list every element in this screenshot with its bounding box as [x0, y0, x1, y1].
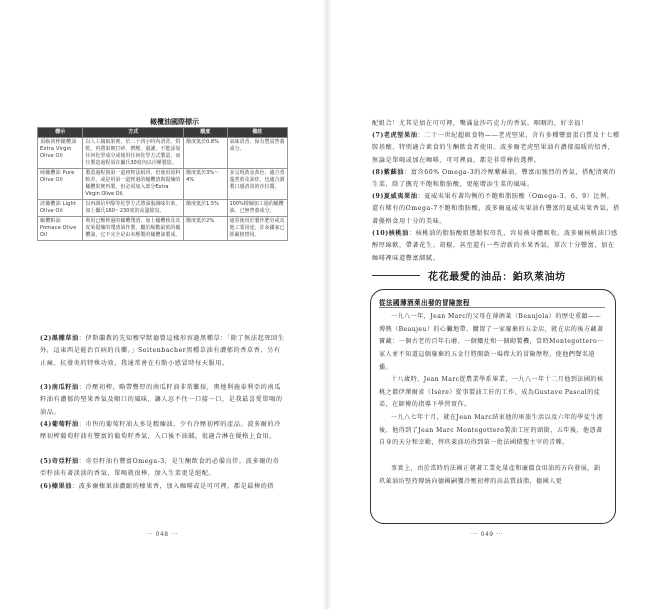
- paragraph-term: (9)夏威夷果油: [372, 193, 418, 200]
- heading-rule: [372, 275, 420, 276]
- cell-note: 100%精煉加工過的橄欖油，已無營養成分。: [227, 200, 288, 217]
- story-paragraph: 十八歲時，Jean Marc從農業學系畢業，一九八一年十二月他到法國的核桃之都伊澤爾省（Isère）從事製油工匠的工作，成為Gustave Pascal的徒弟，在師傅的指導下學習實作。: [379, 376, 604, 409]
- header-method: 方式: [83, 128, 184, 138]
- cell-method: 製造過程與第一道初榨法相同，但使用原料較差，或是用第一道榨過的橄欖渣與提煉的橄欖果實再製，但必須加入部分Extra Virgin Olive Oil。: [83, 169, 184, 200]
- paragraph-term: (2)黑種草油: [40, 335, 79, 342]
- paragraph-text: ：市售的葡萄籽油大多是精煉油，少有冷壓初榨的產品。波多爾的冷壓初榨葡萄籽油有豐富的葡萄籽香氣，入口後不油膩，很適合淋在優格上食用。: [40, 421, 281, 441]
- cell-note: 多呈現黃金黃色，適合蒸溫煮煎及油炸，也適合調製口感清淡的沙拉醬。: [227, 169, 288, 200]
- paragraph-black-seed-oil: [40, 333, 286, 370]
- cell-acidity: 酸度低於1.5%: [184, 200, 227, 217]
- cell-note: 通常使用於製作肥皂或其他工業用途，許多國家已經嚴格禁用。: [227, 217, 288, 241]
- paragraph-macadamia-oil: [372, 191, 620, 228]
- table-row: [38, 200, 288, 217]
- cell-name: 純橄欖油 Pure Olive Oil: [38, 169, 83, 200]
- table-title: 橄欖油國際標示: [150, 118, 199, 126]
- page-number-left: ··· 048 ···: [146, 531, 179, 538]
- paragraph-term: (6)榛果油: [40, 483, 73, 490]
- table-header-row: [38, 128, 288, 138]
- left-page: [0, 0, 327, 609]
- paragraph-term: (3)南瓜籽油: [40, 384, 79, 391]
- table-row: [38, 138, 288, 169]
- paragraph-walnut-oil: [372, 228, 620, 265]
- paragraph-perilla-oil: [372, 167, 620, 192]
- paragraph-term: (7)老虎堅果油: [372, 132, 418, 139]
- paragraph-term: (4)葡萄籽油: [40, 421, 79, 428]
- paragraph-term: (10)核桃油: [372, 230, 409, 237]
- header-acidity: 酸度: [184, 128, 227, 138]
- paragraph-text: ：奇亞籽油有豐富Omega-3，是生酮飲食的必備良伴。波多爾的奇亞籽油有著淡淡的香氣，單喝就很棒，加入生菜更是絕配。: [40, 458, 280, 478]
- olive-oil-grade-table: [37, 127, 288, 241]
- paragraph-continued: [372, 118, 620, 130]
- paragraph-hazelnut-oil: [40, 481, 286, 493]
- table-row: [38, 217, 288, 241]
- header-notes: 備註: [227, 128, 288, 138]
- paragraph-text: ：核桃油的脂肪酸組態類似母乳，容易被身體吸收。波多爾核桃油口感醇厚綿軟，帶著花生、胡椒，甚至還有一些清新的水果香氣，單次十分豐富，加在咖啡裡味道豐富細膩。: [372, 230, 618, 262]
- paragraph-text: ：伊斯蘭教的先知穆罕默德曾這樣形容過黑種草：「除了無法起死回生外，這東西是能治百病的良藥。」Seitenbacher黑種草油有濃郁的香草香，另有止痛、抗發炎的特殊功效，我通常會在有點小感冒時每天服用。: [40, 335, 285, 367]
- cell-method: 以再調信甲醇等化學方式將油脂調味出來，加上攝氏160〜230度的高溫除臭。: [83, 200, 184, 217]
- page-number-right: ··· 049 ···: [471, 531, 504, 538]
- paragraph-tiger-nut-oil: [372, 130, 620, 167]
- story-box-title: 從法國薄酒萊出發的冒險旅程: [379, 299, 470, 307]
- book-gutter: [322, 0, 332, 609]
- paragraph-chia-seed-oil: [40, 456, 286, 481]
- cell-acidity: 酸度低於3%〜4%: [184, 169, 227, 200]
- paragraph-text: ：二十一世紀超級食物——老虎堅果，含有多種豐富蛋白質及十七種胺基酸，特別適合素食的生酮飲食者使用。波多爾老虎堅果油有濃郁溫暖的焙香，無論是單喝或加在咖啡、可可裡面，都是非常棒的選擇。: [372, 132, 620, 164]
- cell-name: 淡橄欖油 Light Olive Oil: [38, 200, 83, 217]
- story-paragraph: 事實上，由於當時的法國正朝著工業化量產和廉價食用油的方向發展，鉑玖萊油坊堅持傳統向德國嗣獲冷壓初榨的高品質油脂，德國人更: [379, 465, 601, 485]
- paragraph-text: ：冷壓初榨，略帶豐厚的南瓜籽油非常難採，奧地利施泰利亞的南瓜籽油有濃郁的堅果香氣及順口的風味，讓人忍不住一口接一口，是我最喜愛單喝的油品。: [40, 384, 283, 416]
- section-heading: [372, 268, 620, 282]
- paragraph-term: (5)奇亞籽油: [40, 458, 79, 465]
- paragraph-term: (8)紫蘇油: [372, 169, 405, 176]
- cell-name: 橄欖粕油 Pomace Olive Oil: [38, 217, 83, 241]
- story-paragraph: 一九八一年，Jean Marc的父母在薄酒萊（Beaujola）的歷史重鎮——博熱（Beaujeu）的心臟地帶，購置了一家廢棄的五金店，就在店的後方藏著寶藏：一個古老的百年石磨、一個爐灶和一個砌製機，當時Montegottero一家人並不知道這個廢棄的五金行將開啟一場偉大的冒險歷程，使他們聲名遠播。: [379, 313, 604, 371]
- cell-method: 以人工摘取果實，於二十四小時內清洗、烘乾，再將果實打碎、擠壓，過濾，不能添加任何化學成分或使用任何化學方式製造，而且製造過程須在攝氏30度內以冷壓製造。: [83, 138, 184, 169]
- paragraph-text: ：富含60% Omega-3的冷壓紫蘇油，豐富而強烈的香氣，搭配清爽的生菜，除了撫充不飽和脂肪酸，更能增添生菜的風味。: [372, 169, 616, 189]
- cell-acidity: 酸度低於0.8%: [184, 138, 227, 169]
- table-row: [38, 169, 288, 200]
- cell-name: 頂級初榨橄欖油 Extra Virgin Olive Oil: [38, 138, 83, 169]
- cell-method: 利用已壓榨過的橄欖殘渣，加上橄欖核及其皮來提煉的殘渣油作製，屬於級數最低的橄欖油，它不完全是由未壓製的橄欖油製成。: [83, 217, 184, 241]
- story-paragraph: 一九八七年十月，就在Jean Marc結束他的軍旅生活以及六年的學徒生涯後，他得到了Jean Marc Montegottero製油工匠的頭銜，五年後，他憑著自身的天分和幸勤，替玖萊油坊得到第一批法國積聖主宰的青睞。: [379, 414, 604, 447]
- header-label: 標示: [38, 128, 83, 138]
- cell-acidity: 酸度低於2%: [184, 217, 227, 241]
- paragraph-text: ：夏威夷果有著均衡的不飽和脂肪酸（Omega-3、6、9）比例，還有稀有的Omega-7不飽和脂肪酸，波多爾夏威夷果油有豐富的夏威夷果香氣，搭著優格食用十分的美味。: [372, 193, 620, 225]
- paragraph-text: 配組合！尤其是加在可可裡，嘴滿盆莎巧克力的香氣，咽咽的，好幸福！: [372, 120, 588, 127]
- paragraph-pumpkin-seed-oil: [40, 382, 286, 419]
- cell-note: 氣味清香，保有豐富營養成分。: [227, 138, 288, 169]
- paragraph-text: ：波多爾榛果油濃縮的榛果香，加入咖啡或是可可裡，都是最棒的搭: [72, 483, 275, 490]
- section-heading-title: 花花最愛的油品：鉑玖萊油坊: [428, 272, 566, 283]
- paragraph-grape-seed-oil: [40, 419, 286, 444]
- story-box-divider: [379, 307, 605, 308]
